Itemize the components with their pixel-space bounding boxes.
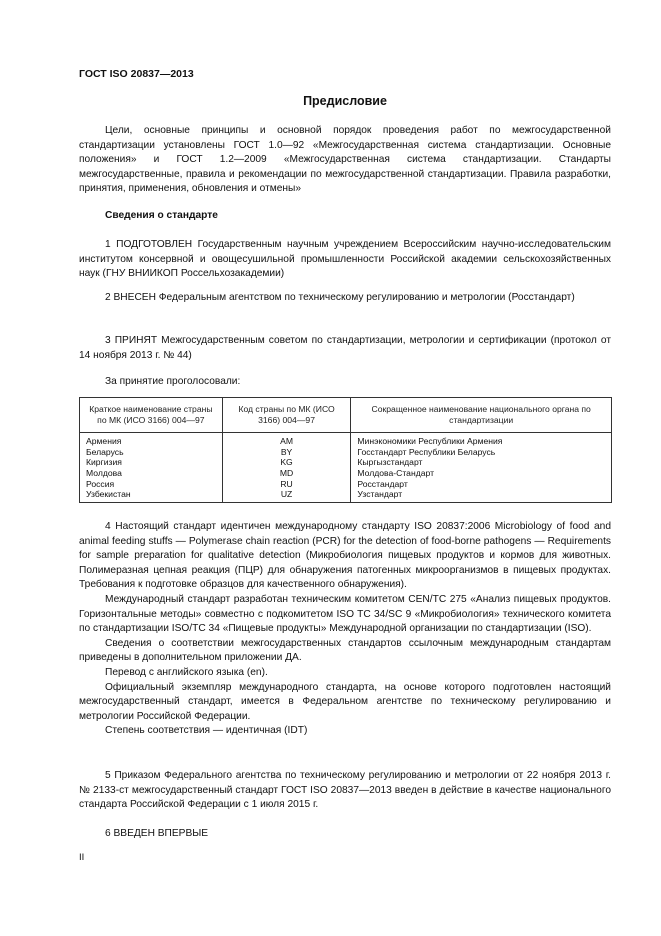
table-cell-country: Армения bbox=[80, 433, 223, 447]
table-cell-body: Госстандарт Республики Беларусь bbox=[351, 447, 612, 458]
item-2-block bbox=[79, 291, 611, 306]
item-4-paragraph-4: Перевод с английского языка (en). bbox=[105, 666, 268, 678]
table-cell-country: Молдова bbox=[80, 468, 223, 479]
table-row bbox=[80, 468, 612, 479]
table-cell-body: Росстандарт bbox=[351, 479, 612, 490]
item-4-paragraph-3: Сведения о соответствии межгосударственных стандартов ссылочным международным стандартам приведены в дополнительном приложении ДА. bbox=[79, 637, 611, 664]
table-row bbox=[80, 489, 612, 502]
voted-label: За принятие проголосовали: bbox=[105, 376, 241, 387]
item-6-block bbox=[79, 827, 611, 842]
item-4-paragraph-6: Степень соответствия — идентичная (IDT) bbox=[105, 725, 308, 737]
document-header: ГОСТ ISO 20837—2013 bbox=[79, 68, 194, 80]
table-cell-body: Минэкономики Республики Армения bbox=[351, 433, 612, 447]
table-cell-country: Беларусь bbox=[80, 447, 223, 458]
table-row bbox=[80, 457, 612, 468]
item-1-block bbox=[79, 238, 611, 282]
table-header-code: Код страны по МК (ИСО 3166) 004—97 bbox=[222, 398, 351, 433]
section-title: Предисловие bbox=[303, 94, 387, 108]
table-row bbox=[80, 433, 612, 447]
item-3: 3 ПРИНЯТ Межгосударственным советом по стандартизации, метрологии и сертификации (протокол от 14 ноября 2013 г. № 44) bbox=[79, 335, 611, 361]
intro-paragraph: Цели, основные принципы и основной порядок проведения работ по межгосударственной стандартизации установлены ГОСТ 1.0—92 «Межгосударственная система стандартизации. Основные положения» и ГОСТ 1.2—2009 «Межгосударственная система стандартизации. Стандарты межгосударственные, правила и рекомендации по межгосударственной стандартизации. Правила разработки, принятия, применения, обновления и отмены» bbox=[79, 125, 611, 195]
item-6: 6 ВВЕДЕН ВПЕРВЫЕ bbox=[105, 828, 209, 839]
item-1: 1 ПОДГОТОВЛЕН Государственным научным учреждением Всероссийским научно-исследовательским институтом консервной и овощесушильной промышленности Российской академии сельскохозяйственных наук (ГНУ ВНИИКОП Россельхозакадемии) bbox=[79, 239, 611, 280]
item-4-paragraph-2: Международный стандарт разработан техническим комитетом CEN/TC 275 «Анализ пищевых продуктов. Горизонтальные методы» совместно с подкомитетом ISO TC 34/SC 9 «Микробиология» технического комитета по стандартизации ISO/TC 34 «Пищевые продукты» Международной организации по стандартизации (ISO). bbox=[79, 593, 611, 635]
voted-label-block bbox=[79, 375, 611, 390]
table-cell-code: KG bbox=[222, 457, 351, 468]
table-header-row bbox=[80, 398, 612, 433]
table-cell-body: Молдова-Стандарт bbox=[351, 468, 612, 479]
about-heading-block bbox=[79, 209, 611, 224]
table-header-country: Краткое наименование страны по МК (ИСО 3166) 004—97 bbox=[80, 398, 223, 433]
page-number: II bbox=[79, 852, 85, 863]
item-3-block bbox=[79, 334, 611, 363]
item-4-block bbox=[79, 520, 611, 739]
item-5-block bbox=[79, 769, 611, 813]
table-cell-code: RU bbox=[222, 479, 351, 490]
table-row bbox=[80, 479, 612, 490]
item-4: 4 Настоящий стандарт идентичен международному стандарту ISO 20837:2006 Microbiology of food and animal feeding stuffs — Polymerase chain reaction (PCR) for the detection of food-borne pathogens — Requirements for sample preparation for qualitative detection (Микробиология пищевых продуктов и кормов для животных. Полимеразная цепная реакция (ПЦР) для обнаружения патогенных микроорганизмов в пищевых продуктах. Требования к подготовке образцов для качественного обнаружения). bbox=[79, 521, 611, 591]
table-cell-code: BY bbox=[222, 447, 351, 458]
table-cell-country: Россия bbox=[80, 479, 223, 490]
item-2: 2 ВНЕСЕН Федеральным агентством по техническому регулированию и метрологии (Росстандарт) bbox=[105, 292, 575, 303]
about-heading: Сведения о стандарте bbox=[105, 210, 218, 221]
table-cell-code: UZ bbox=[222, 489, 351, 502]
table-cell-country: Узбекистан bbox=[80, 489, 223, 502]
voting-table bbox=[79, 397, 612, 503]
table-header-body: Сокращенное наименование национального органа по стандартизации bbox=[351, 398, 612, 433]
table-cell-body: Кыргызстандарт bbox=[351, 457, 612, 468]
table-cell-body: Узстандарт bbox=[351, 489, 612, 502]
table-cell-code: AM bbox=[222, 433, 351, 447]
item-5: 5 Приказом Федерального агентства по техническому регулированию и метрологии от 22 ноября 2013 г. № 2133-ст межгосударственный стандарт ГОСТ ISO 20837—2013 введен в действие в качестве национального стандарта Российской Федерации с 1 июля 2015 г. bbox=[79, 770, 611, 811]
intro-block bbox=[79, 124, 611, 197]
table-row bbox=[80, 447, 612, 458]
table-cell-country: Киргизия bbox=[80, 457, 223, 468]
item-4-paragraph-5: Официальный экземпляр международного стандарта, на основе которого подготовлен настоящий межгосударственный стандарт, имеется в Федеральном агентстве по техническому регулированию и метрологии Российской Федерации. bbox=[79, 681, 611, 722]
table-cell-code: MD bbox=[222, 468, 351, 479]
